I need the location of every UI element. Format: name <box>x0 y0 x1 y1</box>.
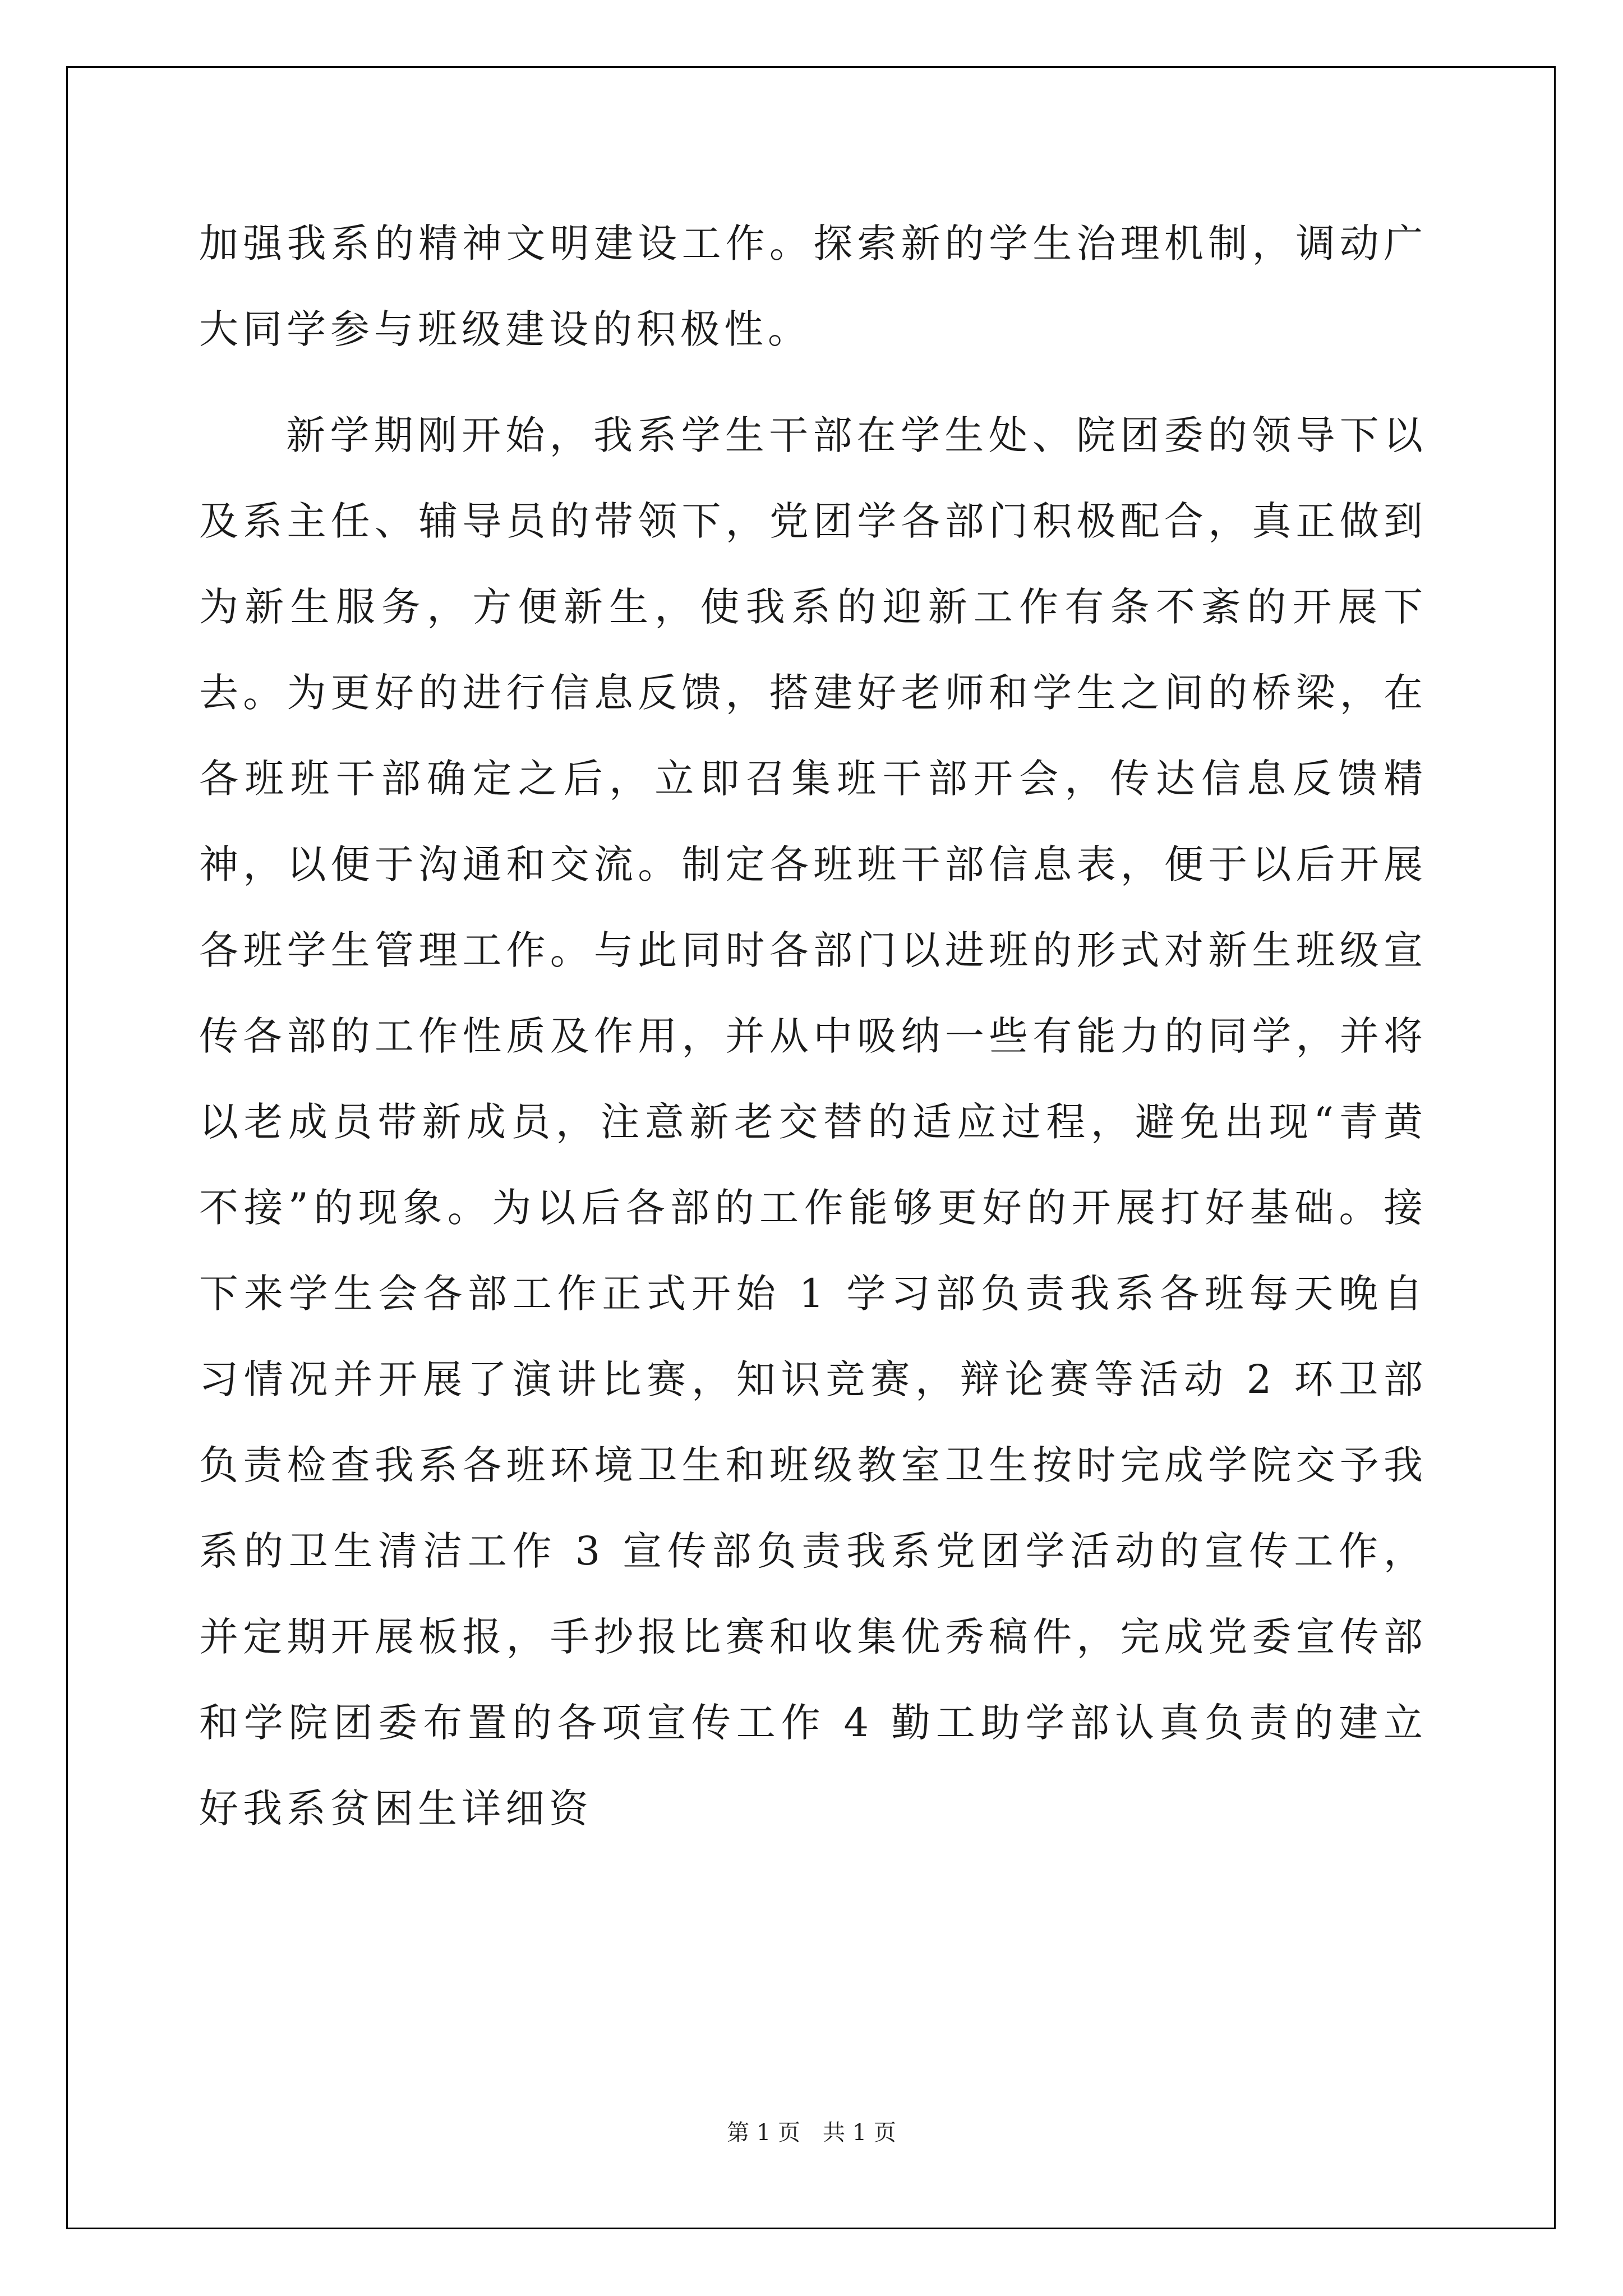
document-body <box>199 201 1427 1852</box>
paragraph-1: 加强我系的精神文明建设工作。探索新的学生治理机制，调动广大同学参与班级建设的积极性。 <box>199 220 1427 352</box>
paragraph-2: 新学期刚开始，我系学生干部在学生处、院团委的领导下以及系主任、辅导员的带领下，党团学各部门积极配合，真正做到为新生服务，方便新生，使我系的迎新工作有条不紊的开展下去。为更好的进行信息反馈，搭建好老师和学生之间的桥梁，在各班班干部确定之后，立即召集班干部开会，传达信息反馈精神，以便于沟通和交流。制定各班班干部信息表，便于以后开展各班学生管理工作。与此同时各部门以进班的形式对新生班级宣传各部的工作性质及作用，并从中吸纳一些有能力的同学，并将以老成员带新成员，注意新老交替的适应过程，避免出现“青黄不接”的现象。为以后各部的工作能够更好的开展打好基础。接下来学生会各部工作正式开始 1 学习部负责我系各班每天晚自习情况并开展了演讲比赛，知识竞赛，辩论赛等活动 2 环卫部负责检查我系各班环境卫生和班级教室卫生按时完成学院交予我系的卫生清洁工作 3 宣传部负责我系党团学活动的宣传工作，并定期开展板报，手抄报比赛和收集优秀稿件，完成党委宣传部和学院团委布置的各项宣传工作 4 勤工助学部认真负责的建立好我系贫困生详细资 <box>199 412 1427 1832</box>
page-footer: 第 1 页 共 1 页 <box>727 2120 896 2146</box>
